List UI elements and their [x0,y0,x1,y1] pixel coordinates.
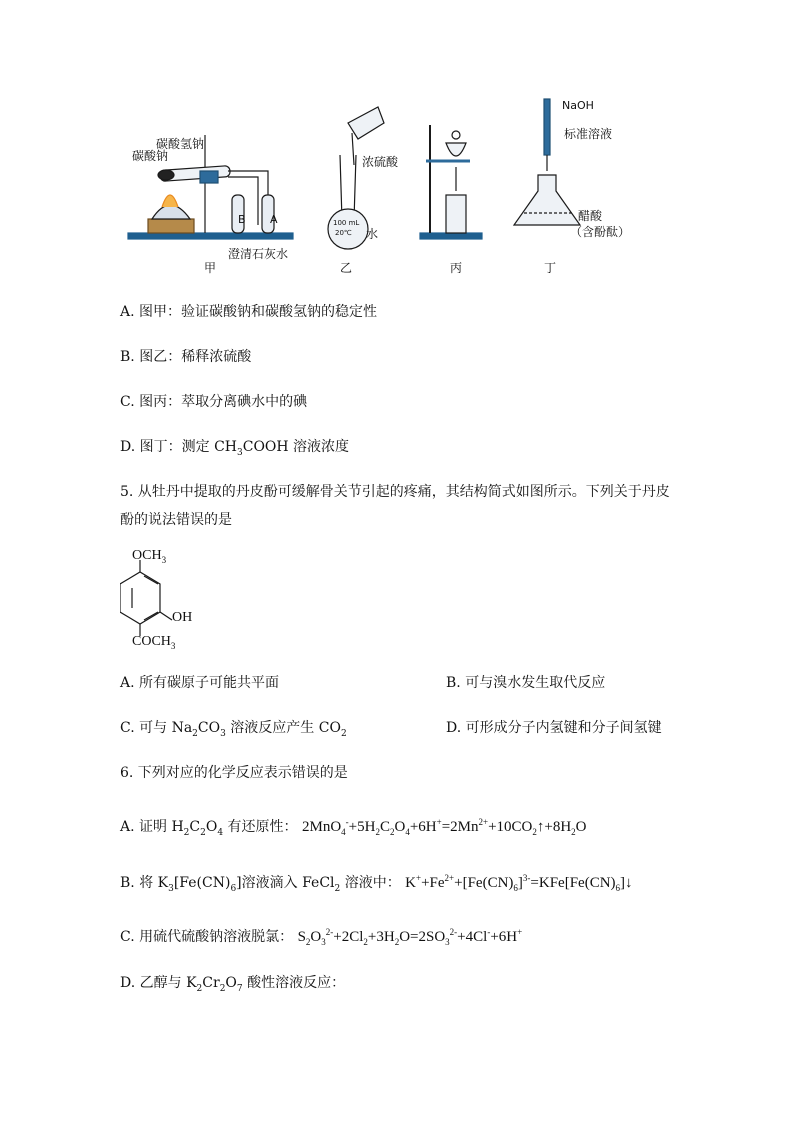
substituent-hydroxyl: OH [172,610,193,625]
q4-option-c: C. 图丙：萃取分离碘水中的碘 [120,394,308,410]
q6-option-b: B. 将 $K_3[Fe(CN)_6]$溶液滴入 FeCl$_2$ 溶液中： $K^++Fe^{2+}+[Fe(CN)_6]^{3-}=KFe[Fe(CN)_6]↓$ [120,873,633,894]
q6-option-a: A. 证明 $H_2C_2O_4$ 有还原性： $2MnO_4^-+5H_2C_2O_4+6H^+=2Mn^{2+}+10CO_2↑+8H_2O$ [120,817,587,838]
ding-label-naoh: NaOH [562,99,594,112]
label-acetic: 醋酸 [578,209,603,223]
caption-jia: 甲 [204,261,217,275]
apparatus-drawing [120,95,680,280]
q6-option-d: D. 乙醇与 $K_2Cr_2O_7$ 酸性溶液反应： [120,975,346,994]
beaker-bing [446,195,466,233]
q6-stem: 6. 下列对应的化学反应表示错误的是 [120,765,348,781]
q5-stem-line2: 酚的说法错误的是 [120,512,232,528]
label-standard: 标准溶液 [564,127,613,141]
caption-ding: 丁 [544,261,557,275]
q4-option-a: A. 图甲：验证碳酸钠和碳酸氢钠的稳定性 [120,304,378,320]
alcohol-lamp [152,205,190,219]
label-water: 水 [366,227,379,241]
q5-option-a: A. 所有碳原子可能共平面 [120,675,280,691]
q4-option-d: D. 图丁：测定 $CH_3COOH$ 溶液浓度 [120,439,350,458]
jia-label-b: B [238,213,246,226]
q5-option-b: B. 可与溴水发生取代反应 [446,675,606,691]
inner-tube-solid [158,170,174,180]
jia-label-a: A [270,213,278,226]
label-sodium-bicarbonate: 碳酸氢钠 [156,137,205,151]
substituent-methoxy: $OCH_3$ [132,548,167,565]
separating-funnel [446,143,466,156]
figure-ding [514,99,580,225]
q5-option-d: D. 可形成分子内氢键和分子间氢键 [446,720,662,736]
flame [162,195,178,207]
pouring-beaker [348,107,384,139]
base-plate [128,233,293,239]
structure-paeonol [120,548,240,653]
acid-stream [352,133,354,165]
figure-bing [420,125,482,239]
label-conc-acid: 浓硫酸 [362,155,399,169]
q5-stem-line1: 5. 从牡丹中提取的丹皮酚可缓解骨关节引起的疼痛，其结构简式如图所示。下列关于丹皮 [120,484,670,500]
apparatus-figures [120,95,680,280]
yi-flask-text1: 100 mL [333,219,360,227]
conical-flask [514,175,580,225]
label-limewater: 澄清石灰水 [228,247,289,261]
caption-yi: 乙 [340,261,353,275]
q5-option-c: C. 可与 $Na_2CO_3$ 溶液反应产生 $CO_2$ [120,720,347,739]
q4-option-b: B. 图乙：稀释浓硫酸 [120,349,252,365]
burette [544,99,550,155]
substituent-acetyl: $COCH_3$ [132,634,176,651]
clamp [200,171,218,183]
wooden-block [148,219,194,233]
q6-option-c: C. 用硫代硫酸钠溶液脱氯： $S_2O_3^{2-}+2Cl_2+3H_2O=2SO_3^{2-}+4Cl^-+6H^+$ [120,927,523,947]
caption-bing: 丙 [450,261,463,275]
label-sodium-carbonate: 碳酸钠 [132,149,169,163]
label-indicator: （含酚酞） [570,225,631,239]
yi-flask-text2: 20℃ [335,229,352,237]
